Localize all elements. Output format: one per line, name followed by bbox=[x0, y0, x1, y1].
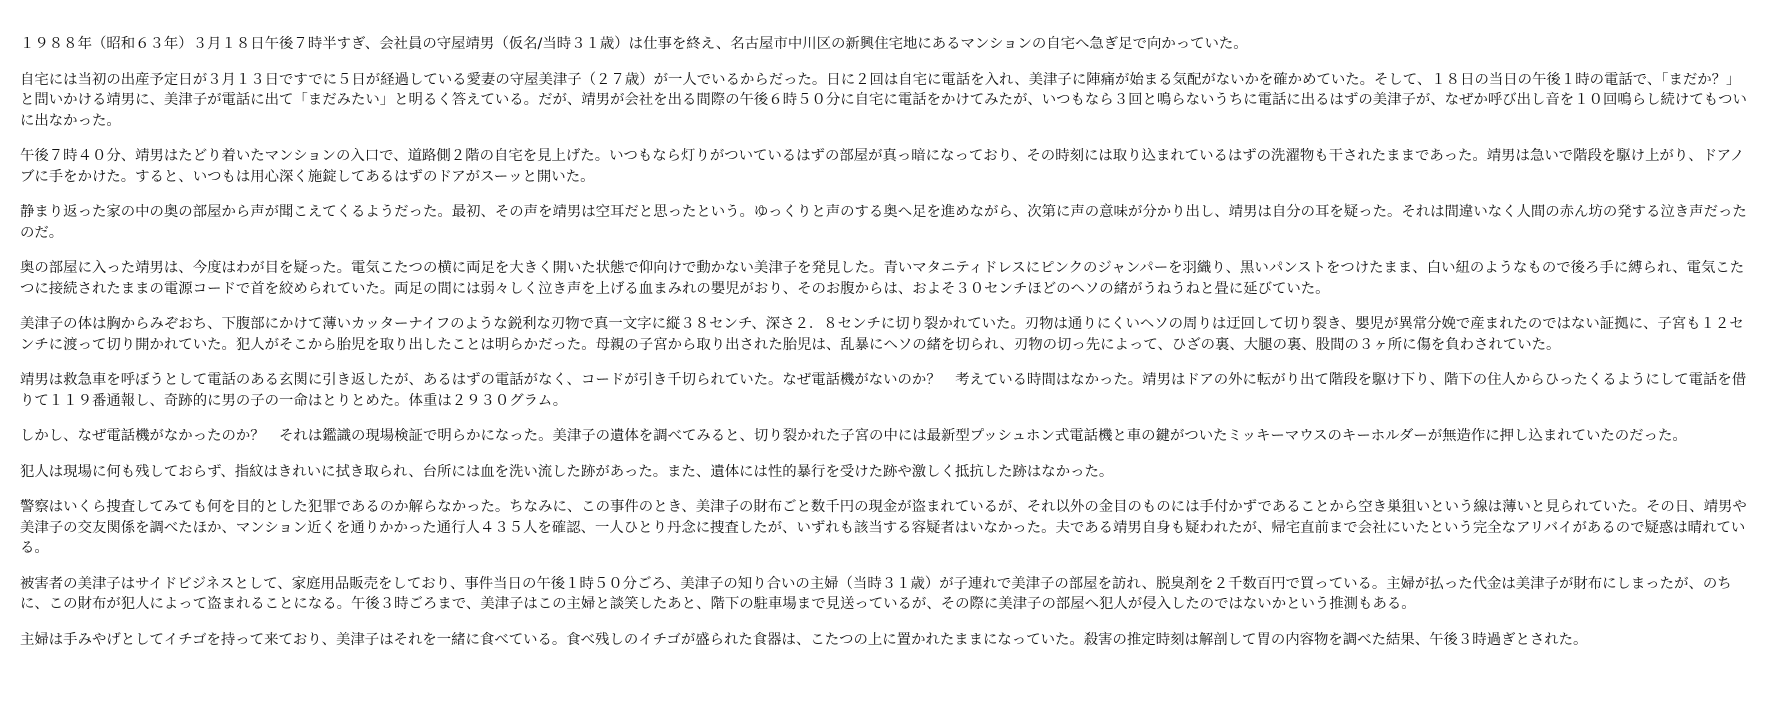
paragraph: 靖男は救急車を呼ぼうとして電話のある玄関に引き返したが、あるはずの電話がなく、コードが引き千切られていた。なぜ電話機がないのか？ 考えている時間はなかった。靖男はドアの外に転がり出て階段を駆け下り、階下の住人からひったくるようにして電話を借りて１１９番通報し、奇跡的に男の子の一命はとりとめた。体重は２９３０グラム。 bbox=[20, 372, 1747, 409]
paragraph: しかし、なぜ電話機がなかったのか？ それは鑑識の現場検証で明らかになった。美津子の遺体を調べてみると、切り裂かれた子宮の中には最新型プッシュホン式電話機と車の鍵がついたミッキーマウスのキーホルダーが無造作に押し込まれていたのだった。 bbox=[20, 428, 1687, 444]
paragraph: 犯人は現場に何も残しておらず、指紋はきれいに拭き取られ、台所には血を洗い流した跡があった。また、遺体には性的暴行を受けた跡や激しく抵抗した跡はなかった。 bbox=[20, 463, 1114, 480]
paragraph: 被害者の美津子はサイドビジネスとして、家庭用品販売をしており、事件当日の午後１時５０分ごろ、美津子の知り合いの主婦（当時３１歳）が子連れで美津子の部屋を訪れ、脱臭剤を２千数百円で買っている。主婦が払った代金は美津子が財布にしまったが、のちに、この財布が犯人によって盗まれることになる。午後３時ごろまで、美津子はこの主婦と談笑したあと、階下の駐車場まで見送っているが、その際に美津子の部屋へ犯人が侵入したのではないかという推測もある。 bbox=[20, 575, 1732, 612]
article-body bbox=[20, 34, 1754, 665]
paragraph: 自宅には当初の出産予定日が３月１３日ですでに５日が経過している愛妻の守屋美津子（２７歳）が一人でいるからだった。日に２回は自宅に電話を入れ、美津子に陣痛が始まる気配がないかを確かめていた。そして、１８日の当日の午後１時の電話で、「まだか？」と問いかける靖男に、美津子が電話に出て「まだみたい」と明るく答えている。だが、靖男が会社を出る間際の午後６時５０分に自宅に電話をかけてみたが、いつもなら３回と鳴らないうちに電話に出るはずの美津子が、なぜか呼び出し音を１０回鳴らし続けてもついに出なかった。 bbox=[20, 71, 1747, 129]
paragraph: １９８８年（昭和６３年）３月１８日午後７時半すぎ、会社員の守屋靖男（仮名/当時３１歳）は仕事を終え、名古屋市中川区の新興住宅地にあるマンションの自宅へ急ぎ足で向かっていた。 bbox=[20, 36, 1248, 52]
paragraph: 警察はいくら捜査してみても何を目的とした犯罪であるのか解らなかった。ちなみに、この事件のとき、美津子の財布ごと数千円の現金が盗まれているが、それ以外の金目のものには手付かずであることから空き巣狙いという線は薄いと見られていた。その日、靖男や美津子の交友関係を調べたほか、マンション近くを通りかかった通行人４３５人を確認、一人ひとり丹念に捜査したが、いずれも該当する容疑者はいなかった。夫である靖男自身も疑われたが、帰宅直前まで会社にいたという完全なアリバイがあるので疑惑は晴れている。 bbox=[20, 499, 1747, 556]
paragraph: 主婦は手みやげとしてイチゴを持って来ており、美津子はそれを一緒に食べている。食べ残しのイチゴが盛られた食器は、こたつの上に置かれたままになっていた。殺害の推定時刻は解剖して胃の内容物を調べた結果、午後３時過ぎとされた。 bbox=[20, 631, 1588, 648]
paragraph: 静まり返った家の中の奥の部屋から声が聞こえてくるようだった。最初、その声を靖男は空耳だと思ったという。ゆっくりと声のする奥へ足を進めながら、次第に声の意味が分かり出し、靖男は自分の耳を疑った。それは間違いなく人間の赤ん坊の発する泣き声だったのだ。 bbox=[20, 204, 1747, 241]
paragraph: 奥の部屋に入った靖男は、今度はわが目を疑った。電気こたつの横に両足を大きく開いた状態で仰向けで動かない美津子を発見した。青いマタニティドレスにピンクのジャンパーを羽織り、黒いパンストをつけたまま、白い紐のようなもので後ろ手に縛られ、電気こたつに接続されたままの電源コードで首を絞められていた。両足の間には弱々しく泣き声を上げる血まみれの嬰児がおり、そのお腹からは、およそ３０センチほどのヘソの緒がうねうねと畳に延びていた。 bbox=[20, 260, 1745, 297]
paragraph: 午後７時４０分、靖男はたどり着いたマンションの入口で、道路側２階の自宅を見上げた。いつもなら灯りがついているはずの部屋が真っ暗になっており、その時刻には取り込まれているはずの洗濯物も干されたままであった。靖男は急いで階段を駆け上がり、ドアノブに手をかけた。すると、いつもは用心深く施錠してあるはずのドアがスーッと開いた。 bbox=[20, 148, 1745, 185]
paragraph: 美津子の体は胸からみぞおち、下腹部にかけて薄いカッターナイフのような鋭利な刃物で真一文字に縦３８センチ、深さ２．８センチに切り裂かれていた。刃物は通りにくいヘソの周りは迂回して切り裂き、嬰児が異常分娩で産まれたのではない証拠に、子宮も１２センチに渡って切り開かれていた。犯人がそこから胎児を取り出したことは明らかだった。母親の子宮から取り出された胎児は、乱暴にヘソの緒を切られ、刃物の切っ先によって、ひざの裏、大腿の裏、股間の３ヶ所に傷を負わされていた。 bbox=[20, 316, 1744, 353]
